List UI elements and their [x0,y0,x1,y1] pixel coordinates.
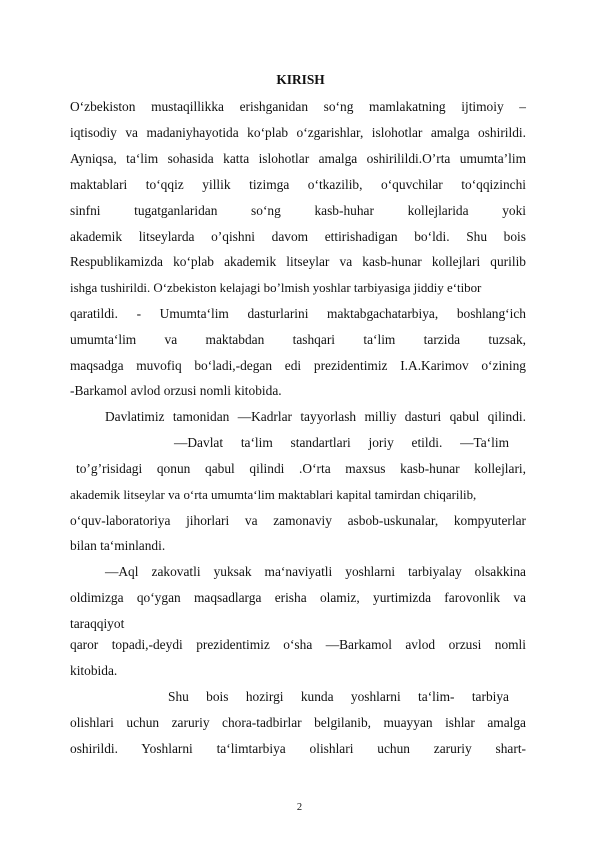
text-line: bilan ta‘minlandi. [70,538,166,553]
text-line: ―Aql zakovatli yuksak ma‘naviyatli yoshlarni tarbiyalay olsakkina [105,564,526,579]
text-line: iqtisodiy va madaniyhayotida ko‘plab o‘zgarishlar, islohotlar amalga oshirildi. [70,125,526,140]
text-line: maktablari to‘qqiz yillik tizimga o‘tkazilib, o‘quvchilar to‘qqizinchi [70,177,526,192]
text-line: olishlari uchun zaruriy chora-tadbirlar belgilanib, muayyan ishlar amalga [70,715,526,730]
text-line: ishga tushirildi. O‘zbekiston kelajagi bo’lmish yoshlar tarbiyasiga jiddiy e‘tibor [70,281,482,295]
text-line: O‘zbekiston mustaqillikka erishganidan so‘ng mamlakatning ijtimoiy – [70,99,526,114]
section-title: KIRISH [276,72,325,87]
text-line: o‘quv-laboratoriya jihorlari va zamonaviy asbob-uskunalar, kompyuterlar [70,513,526,528]
text-line: maqsadga muvofiq bo‘ladi,-degan edi prezidentimiz I.A.Karimov o‘zining [70,358,526,373]
text-line: sinfni tugatganlaridan so‘ng kasb-huhar kollejlarida yoki [70,203,526,218]
text-line: Respublikamizda ko‘plab akademik litseylar va kasb-hunar kollejlari qurilib [70,254,526,269]
page-number: 2 [296,802,303,813]
text-line: to’g’risidagi qonun qabul qilindi .O‘rta maxsus kasb-hunar kollejlari, [76,461,526,476]
text-line: Davlatimiz tamonidan ―Kadrlar tayyorlash milliy dasturi qabul qilindi. [105,409,526,424]
text-line: akademik litseylar va o‘rta umumta‘lim maktablari kapital tamirdan chiqarilib, [70,488,477,502]
text-line: Ayniqsa, ta‘lim sohasida katta islohotlar amalga oshirilildi.O’rta umumta’lim [70,151,526,166]
text-line: oshirildi. Yoshlarni ta‘limtarbiya olishlari uchun zaruriy shart- [70,741,526,756]
text-line: qaratildi. - Umumta‘lim dasturlarini maktabgachatarbiya, boshlang‘ich [70,306,526,321]
text-line: umumta‘lim va maktabdan tashqari ta‘lim tarzida tuzsak, [70,332,526,347]
text-line: taraqqiyot [70,616,125,631]
text-line: Shu bois hozirgi kunda yoshlarni ta‘lim- tarbiya [168,689,509,704]
text-line: akademik litseylarda o’qishni davom ettirishadigan bo‘ldi. Shu bois [70,229,526,244]
text-line: kitobida. [70,663,118,678]
text-line: qaror topadi,-deydi prezidentimiz o‘sha ―Barkamol avlod orzusi nomli [70,637,526,652]
text-line: -Barkamol avlod orzusi nomli kitobida. [70,383,282,398]
text-line: ―Davlat ta‘lim standartlari joriy etildi. ―Ta‘lim [174,435,509,450]
text-line: oldimizga qo‘ygan maqsadlarga erisha olamiz, yurtimizda farovonlik va [70,590,526,605]
